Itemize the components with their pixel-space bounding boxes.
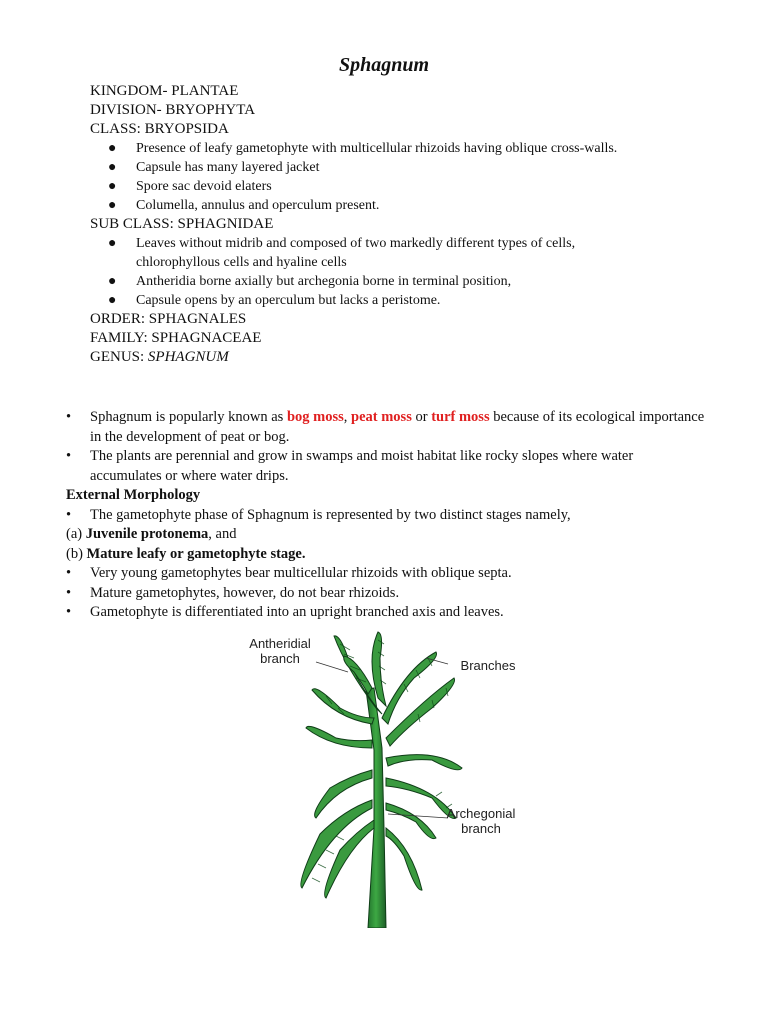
morph-point: • Very young gametophytes bear multicellular rhizoids with oblique septa. (66, 565, 512, 581)
sphagnum-plant-illustration (236, 628, 536, 928)
description-block (66, 408, 706, 623)
class-line: CLASS: BRYOPSIDA (90, 121, 229, 137)
term-peat-moss: peat moss (351, 409, 412, 425)
genus-line: GENUS: SPHAGNUM (90, 349, 229, 365)
paragraph-habitat: • The plants are perennial and grow in swamps and moist habitat like rocky slopes where water accumulates or where water drips. (66, 448, 634, 484)
morph-point: • The gametophyte phase of Sphagnum is represented by two distinct stages namely, (66, 506, 571, 523)
term-turf-moss: turf moss (431, 409, 490, 425)
morph-stage-a: (a) Juvenile protonema, and (66, 526, 237, 542)
list-item: ● Spore sac devoid elaters (108, 179, 272, 194)
label-branches: Branches (460, 658, 516, 673)
term-bog-moss: bog moss (286, 409, 344, 425)
morph-point: • Mature gametophytes, however, do not bear rhizoids. (66, 584, 400, 601)
taxonomy-block (90, 82, 661, 367)
morph-stage-b: (b) Mature leafy or gametophyte stage. (66, 545, 306, 562)
family-line: FAMILY: SPHAGNACEAE (90, 330, 262, 346)
kingdom-line: KINGDOM- PLANTAE (90, 83, 239, 99)
class-points (90, 139, 661, 215)
subclass-points (90, 234, 661, 310)
subclass-line: SUB CLASS: SPHAGNIDAE (90, 216, 274, 232)
paragraph-common-names: • Sphagnum is popularly known as bog moss, peat moss or turf moss because of its ecological importance in the development of peat or bog. (66, 409, 705, 445)
division-line: DIVISION- BRYOPHYTA (90, 102, 256, 118)
list-item: ● Antheridia borne axially but archegonia borne in terminal position, (108, 274, 512, 289)
list-item: ● Presence of leafy gametophyte with multicellular rhizoids having oblique cross-walls. (108, 141, 618, 156)
list-item: ● Capsule has many layered jacket (108, 160, 320, 175)
list-item: ● Columella, annulus and operculum present. (108, 198, 380, 213)
label-antheridial-branch: Antheridial branch (249, 636, 311, 666)
label-archegonial-branch: Archegonial branch (446, 806, 516, 836)
morph-point: • Gametophyte is differentiated into an upright branched axis and leaves. (66, 604, 504, 620)
sphagnum-figure (236, 628, 536, 928)
order-line: ORDER: SPHAGNALES (90, 311, 247, 327)
page-title: Sphagnum (338, 54, 430, 76)
section-heading: External Morphology (66, 487, 201, 503)
list-item: ● Capsule opens by an operculum but lacks a peristome. (108, 293, 441, 308)
list-item: ● Leaves without midrib and composed of two markedly different types of cells, chlorophyllous cells and hyaline cells (108, 236, 576, 270)
